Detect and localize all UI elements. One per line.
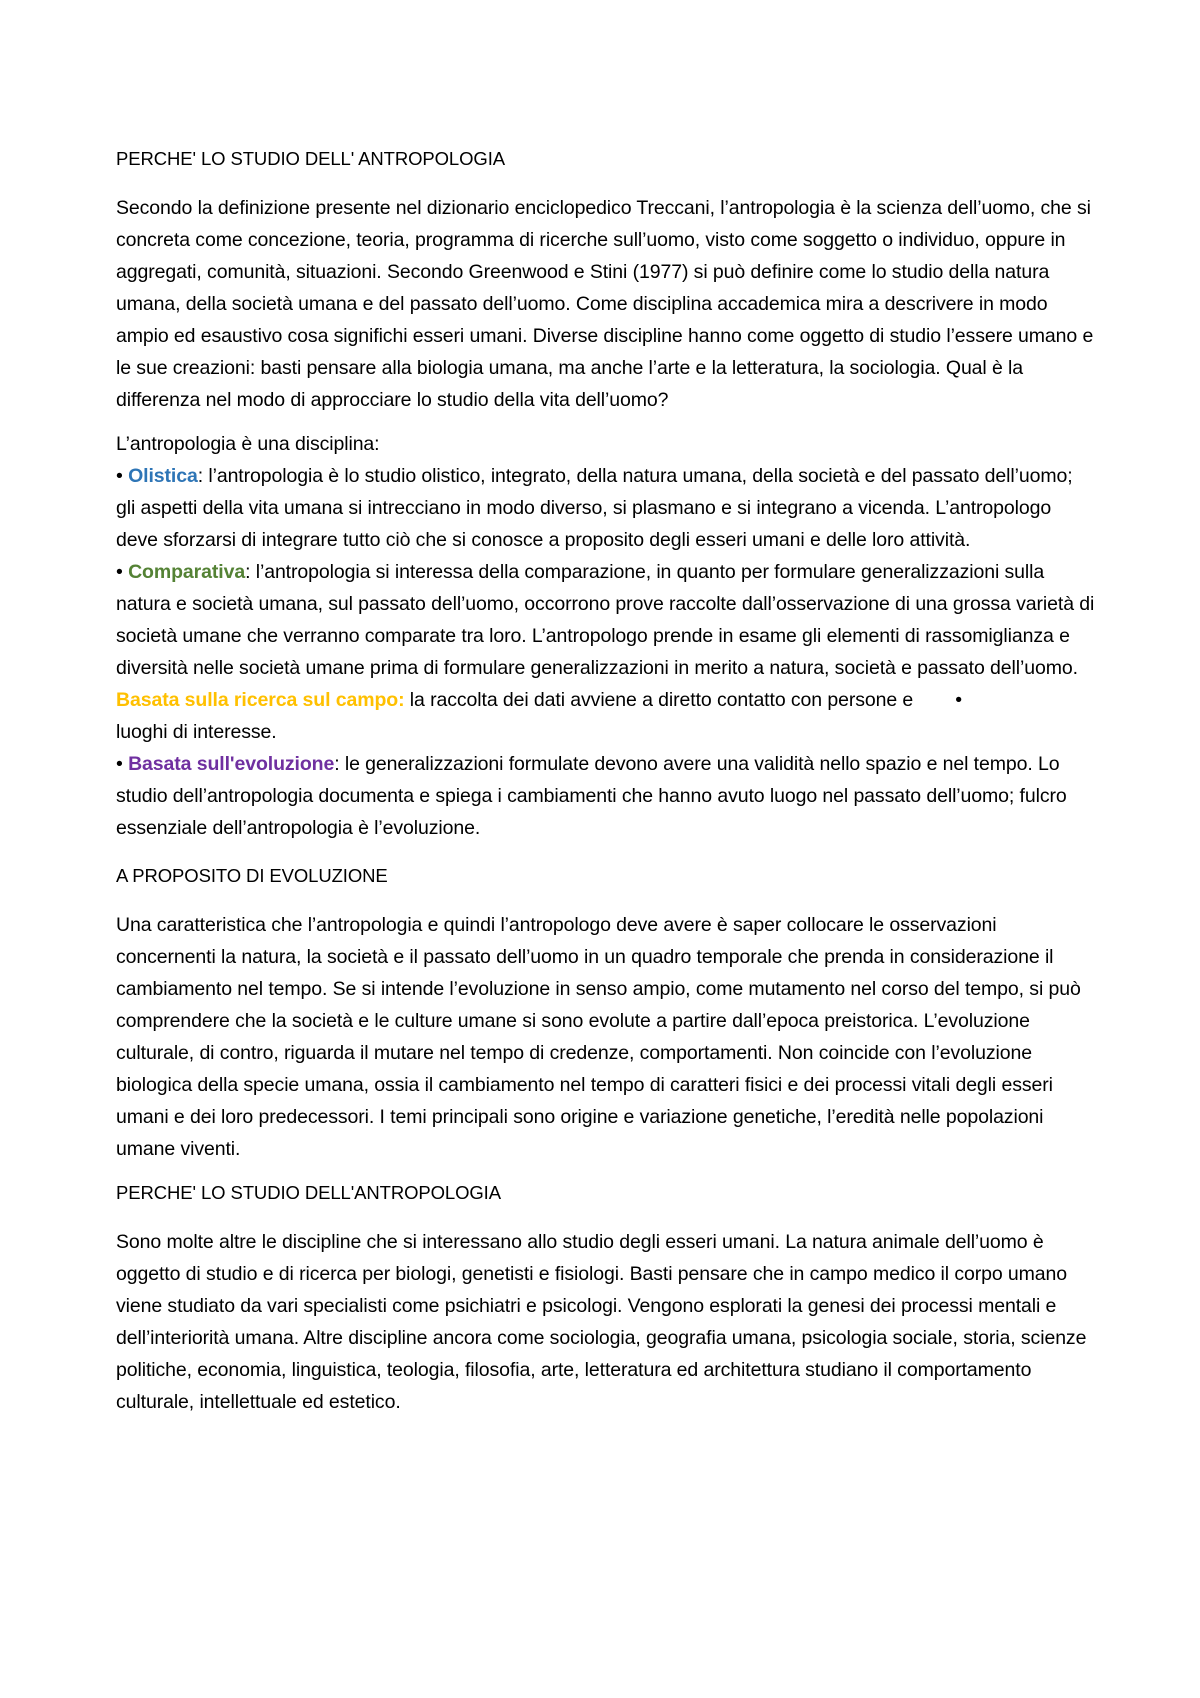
document-page [116,143,1096,1430]
section-heading-perche-2: PERCHE' LO STUDIO DELL'ANTROPOLOGIA [116,1182,501,1203]
paragraph-evoluzione: Una caratteristica che l’antropologia e quindi l’antropologo deve avere è saper collocare le osservazioni concernenti la natura, la società e il passato dell’uomo in un quadro temporale che prenda in considerazione il cambiamento nel tempo. Se si intende l’evoluzione in senso ampio, come mutamento nel corso del tempo, si può comprendere che la società e le culture umane si sono evolute a partire dall’epoca preistorica. L’evoluzione culturale, di contro, riguarda il mutare nel tempo di credenze, comportamenti. Non coincide con l’evoluzione biologica della specie umana, ossia il cambiamento nel tempo di caratteri fisici e dei processi vitali degli esseri umani e dei loro predecessori. I temi principali sono origine e variazione genetiche, l’eredità nelle popolazioni umane viventi. [116,914,1081,1160]
section-heading-perche: PERCHE' LO STUDIO DELL' ANTROPOLOGIA [116,148,505,169]
item-text-olistica: : l’antropologia è lo studio olistico, integrato, della natura umana, della società e del passato dell’uomo; gli aspetti della vita umana si intrecciano in modo diverso, si plasmano e si integrano a vicenda. L’antropologo deve sforzarsi di integrare tutto ciò che si conosce a proposito degli esseri umani e delle loro attività. [116,465,1073,551]
paragraph-definizione: Secondo la definizione presente nel dizionario enciclopedico Treccani, l’antropologia è la scienza dell’uomo, che si concreta come concezione, teoria, programma di ricerche sull’uomo, visto come soggetto o individuo, oppure in aggregati, comunità, situazioni. Secondo Greenwood e Stini (1977) si può definire come lo studio della natura umana, della società umana e del passato dell’uomo. Come disciplina accademica mira a descrivere in modo ampio ed esaustivo cosa significhi esseri umani. Diverse discipline hanno come oggetto di studio l’essere umano e le sue creazioni: basti pensare alla biologia umana, ma anche l’arte e la letteratura, la sociologia. Qual è la differenza nel modo di approcciare lo studio della vita dell’uomo? [116,197,1094,411]
paragraph-discipline: Sono molte altre le discipline che si interessano allo studio degli esseri umani. La natura animale dell’uomo è oggetto di studio e di ricerca per biologi, genetisti e fisiologi. Basti pensare che in campo medico il corpo umano viene studiato da vari specialisti come psichiatri e psicologi. Vengono esplorati la genesi dei processi mentali e dell’interiorità umana. Altre discipline ancora come sociologia, geografia umana, psicologia sociale, storia, scienze politiche, economia, linguistica, teologia, filosofia, arte, letteratura ed architettura studiano il comportamento culturale, intellettuale ed estetico. [116,1231,1087,1413]
bullet-icon: • [955,689,962,711]
item-text-comparativa: : l’antropologia si interessa della comparazione, in quanto per formulare generalizzazioni sulla natura e società umana, sul passato dell’uomo, occorrono prove raccolte dall’osservazione di una grossa varietà di società umane che verranno comparate tra loro. L’antropologo prende in esame gli elementi di rassomiglianza e diversità nelle società umane prima di formulare generalizzazioni in merito a natura, società e passato dell’uomo. [116,561,1095,679]
list-intro: L’antropologia è una disciplina: [116,433,380,455]
item-text-evoluzione: : le generalizzazioni formulate devono avere una validità nello spazio e nel tempo. Lo studio dell’antropologia documenta e spiega i cambiamenti che hanno avuto luogo nel passato dell’uomo; fulcro essenziale dell’antropologia è l’evoluzione. [116,753,1067,839]
term-olistica: Olistica [128,465,198,487]
section-heading-evoluzione: A PROPOSITO DI EVOLUZIONE [116,865,388,886]
term-comparativa: Comparativa [128,561,246,583]
bullet-icon: • [116,753,123,775]
term-evoluzione: Basata sull'evoluzione [128,753,335,775]
term-ricerca-campo: Basata sulla ricerca sul campo: [116,689,405,711]
item-text-ricerca-campo: la raccolta dei dati avviene a diretto contatto con persone e luoghi di interesse. [116,689,914,743]
list-item-olistica [116,460,1096,556]
list-item-ricerca-campo [116,684,1096,748]
disciplina-list [116,428,1096,844]
list-item-evoluzione [116,748,1096,844]
bullet-icon: • [116,561,123,583]
bullet-icon: • [116,465,123,487]
